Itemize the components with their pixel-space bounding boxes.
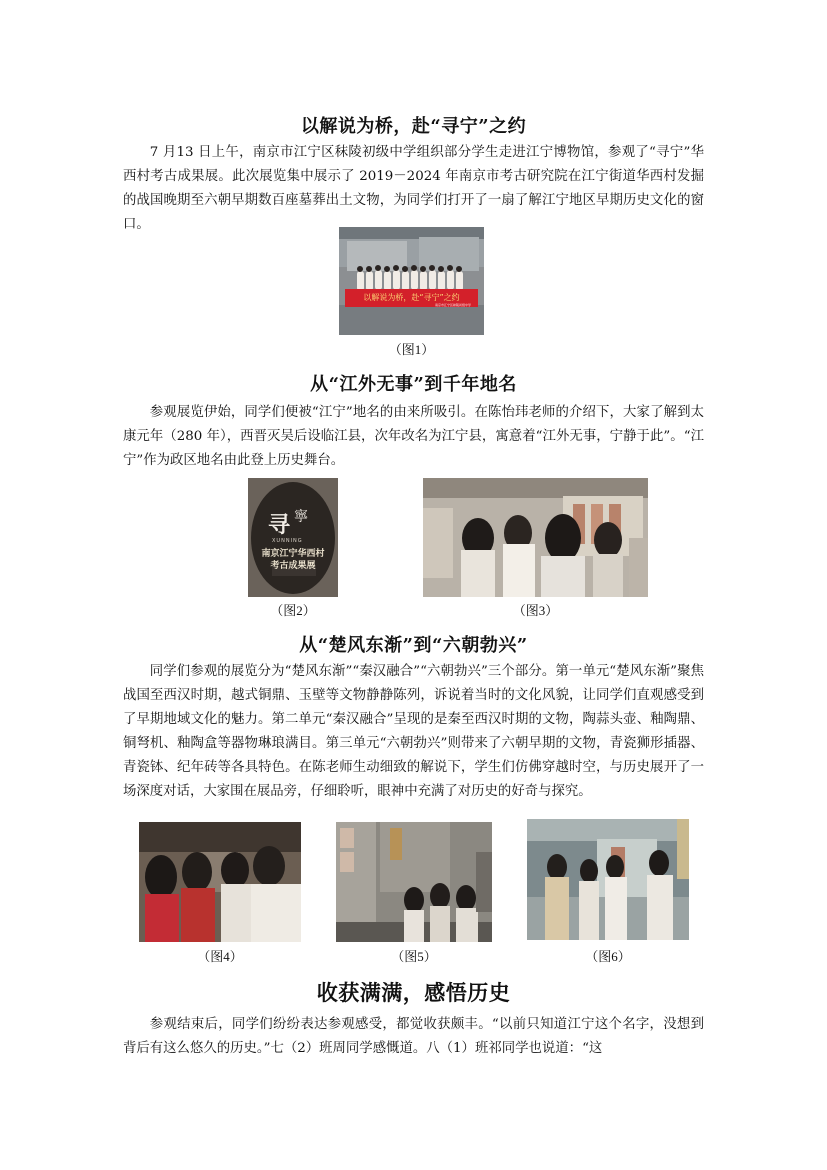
section-paragraph-3: 同学们参观的展览分为“楚风东渐”“秦汉融合”“六朝勃兴”三个部分。第一单元“楚风东渐”聚焦战国至西汉时期，越式铜鼎、玉壁等文物静静陈列，诉说着当时的文化风貌，让同学们直观感受到了早期地域文化的魅力。第二单元“秦汉融合”呈现的是秦至西汉时期的文物，陶蒜头壶、釉陶鼎、铜弩机、釉陶盒等器物琳琅满目。第三单元“六朝勃兴”则带来了六朝早期的文物，青瓷狮形插器、青瓷钵、纪年砖等各具特色。在陈老师生动细致的解说下，学生们仿佛穿越时空，与历史展开了一场深度对话，大家围在展品旁，仔细聆听，眼神中充满了对历史的好奇与探究。 — [123, 664, 704, 799]
section-heading-4: 收获满满，感悟历史 — [316, 980, 511, 1005]
figure-6-teacher-explaining — [527, 819, 689, 940]
section-heading-2: 从“江外无事”到千年地名 — [310, 374, 517, 395]
figure-2-line2: 考古成果展 — [270, 561, 316, 571]
figure-3-students-in-gallery — [423, 478, 648, 597]
section-paragraph-4: 参观结束后，同学们纷纷表达参观感受，都觉收获颇丰。“以前只知道江宁这个名字，没想到背后有这么悠久的历史。”七（2）班周同学感慨道。八（1）班祁同学也说道：“这 — [123, 1017, 704, 1056]
figure-6-caption: （图6） — [585, 949, 631, 964]
figure-2-title-glyph: 寻 — [268, 512, 291, 538]
section-heading-3: 从“楚风东渐”到“六朝勃兴” — [299, 635, 528, 656]
figure-5-caption: （图5） — [391, 949, 437, 964]
figure-2-line1: 南京江宁华西村 — [261, 549, 325, 559]
figure-2-caption: （图2） — [270, 603, 316, 618]
figure-4-students-at-display — [139, 822, 301, 942]
figure-1-banner-text: 以解说为桥，赴“寻宁”之约 — [363, 293, 460, 302]
figure-4-caption: （图4） — [197, 949, 243, 964]
figure-2-latin: XUNNING — [272, 538, 303, 544]
figure-1-caption: （图1） — [388, 342, 435, 357]
figure-1-group-photo — [339, 227, 484, 335]
section-heading-1: 以解说为桥，赴“寻宁”之约 — [300, 116, 527, 137]
figure-2-seal-glyph: 寧 — [294, 509, 308, 525]
section-paragraph-1: 7 月13 日上午，南京市江宁区秣陵初级中学组织部分学生走进江宁博物馆，参观了“寻宁”华西村考古成果展。此次展览集中展示了 2019－2024 年南京市考古研究院在江宁街道华西村发掘的战国晚期至六朝早期数百座墓葬出土文物，为同学们打开了一扇了解江宁地区早期历史文化的窗口。 — [123, 145, 704, 232]
figure-3-caption: （图3） — [512, 603, 559, 618]
figure-5-gallery-wall — [336, 822, 492, 942]
section-paragraph-2: 参观展览伊始，同学们便被“江宁”地名的由来所吸引。在陈怡玮老师的介绍下，大家了解到太康元年（280 年），西晋灭吴后设临江县，次年改名为江宁县，寓意着“江外无事，宁静于此”。“江宁”作为政区地名由此登上历史舞台。 — [123, 405, 704, 468]
figure-1-banner-small: 南京市江宁区秣陵初级中学 — [435, 303, 472, 307]
figure-2-exhibition-sign — [248, 478, 338, 597]
